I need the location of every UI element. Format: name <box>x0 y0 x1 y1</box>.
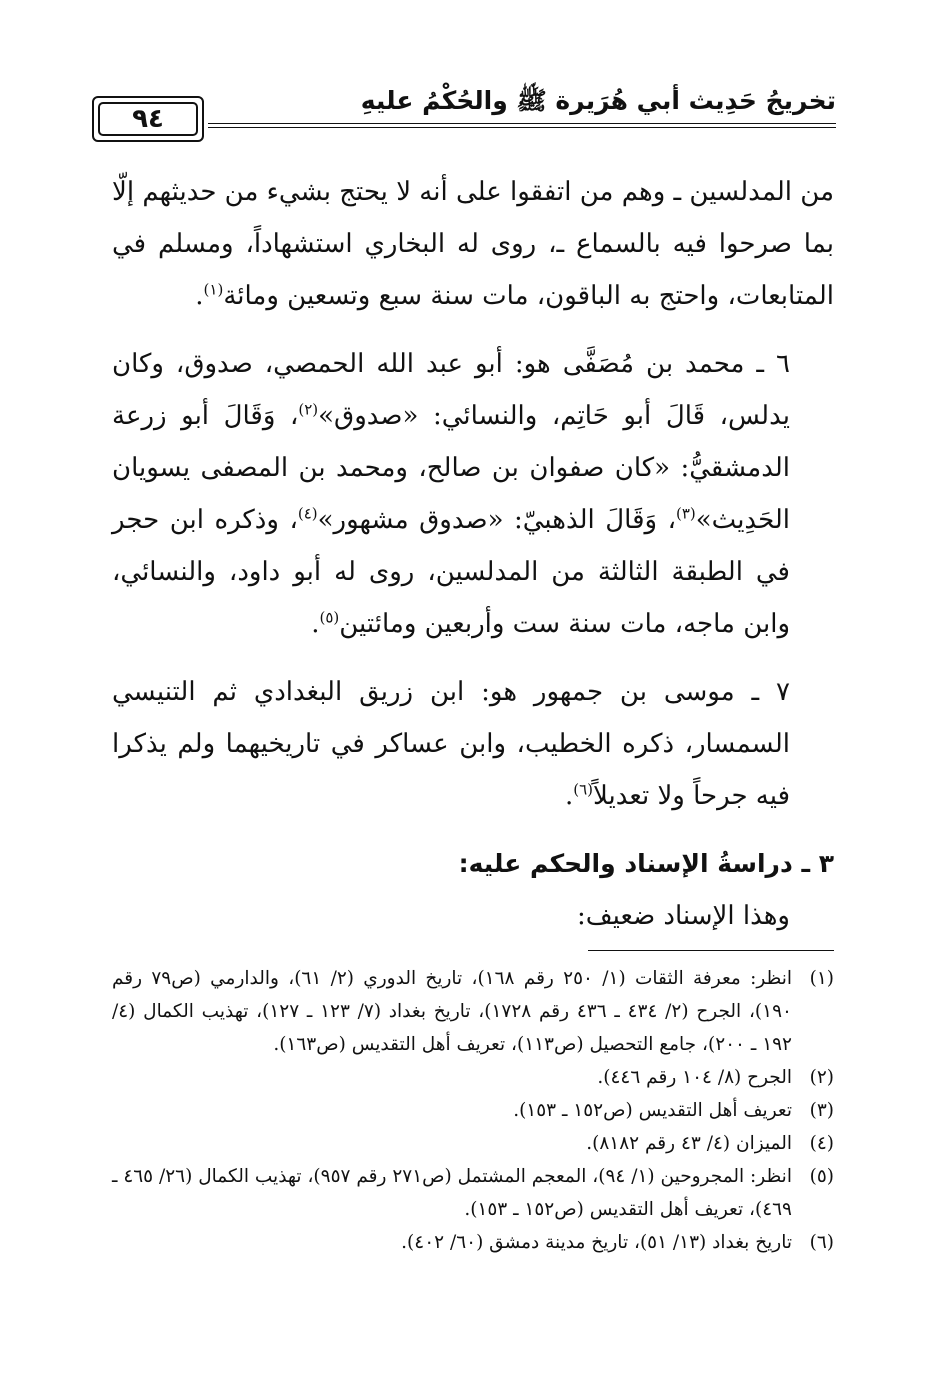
footnote-ref-6: (٦) <box>573 780 594 799</box>
footnote-ref-1: (١) <box>203 280 224 299</box>
footnote-number: (٦) <box>809 1232 834 1253</box>
footnote-number: (٣) <box>809 1100 834 1121</box>
page-number: ٩٤ <box>98 102 198 136</box>
paragraph-narrator-7: ٧ ـ موسى بن جمهور هو: ابن زريق البغدادي ثم التنيسي السمسار، ذكره الخطيب، وابن عساكر في تاريخيهما ولم يذكرا فيه جرحاً ولا تعديلاً$^{(٦)}$. <box>112 677 790 811</box>
footnote-ref-4: (٤) <box>297 504 318 523</box>
footnote-number: (١) <box>809 968 834 989</box>
footnote-number: (٤) <box>809 1133 834 1154</box>
footnote-text: الميزان (٤/ ٤٣ رقم ٨١٨٢). <box>586 1133 792 1154</box>
paragraph-1: من المدلسين ـ وهم من اتفقوا على أنه لا يحتج بشيء من حديثهم إلّا بما صرحوا فيه بالسماع ـ، روى له البخاري استشهاداً، ومسلم في المتابعات، واحتج به الباقون، مات سنة سبع وتسعين ومائة$^{(١)}$. <box>112 177 834 311</box>
book-title: تخريجُ حَدِيث أبي هُرَيرة ﷺ والحُكْمُ عليهِ <box>360 86 836 115</box>
footnote-ref-2: (٢) <box>298 400 319 419</box>
footnote-text: انظر: معرفة الثقات (١/ ٢٥٠ رقم ١٦٨)، تاريخ الدوري (٢/ ٦١)، والدارمي (ص٧٩ رقم ١٩٠)، الجرح (٢/ ٤٣٤ ـ ٤٣٦ رقم ١٧٢٨)، تاريخ بغداد (٧/ ١٢٣ ـ ١٢٧)، تهذيب الكمال (٤/ ١٩٢ ـ ٢٠٠)، جامع التحصيل (ص١١٣)، تعريف أهل التقديس (ص١٦٣). <box>112 968 792 1055</box>
page-number-frame <box>92 96 204 142</box>
running-header <box>92 86 836 146</box>
footnote-item <box>112 1061 834 1094</box>
footnote-item <box>112 1160 834 1226</box>
paragraph-narrator-6: ٦ ـ محمد بن مُصَفَّى هو: أبو عبد الله الحمصي، صدوق، وكان يدلس، قَالَ أبو حَاتِم، والنسائي: «صدوق»$^{(٢)}$، وَقَالَ أبو زرعة الدمشقيُّ: «كان صفوان بن صالح، ومحمد بن المصفى يسويان الحَدِيث»$^{(٣)}$، وَقَالَ الذهبيّ: «صدوق مشهور»$^{(٤)}$، وذكره ابن حجر في الطبقة الثالثة من المدلسين، روى له أبو داود، والنسائي، وابن ماجه، مات سنة ست وأربعين ومائتين$^{(٥)}$. <box>112 349 790 639</box>
section-text: وهذا الإسناد ضعيف: <box>577 901 790 931</box>
footnote-ref-3: (٣) <box>675 504 696 523</box>
footnotes <box>112 962 834 1259</box>
footnote-number: (٢) <box>809 1067 834 1088</box>
footnote-text: تعريف أهل التقديس (ص١٥٢ ـ ١٥٣). <box>513 1100 792 1121</box>
footnote-text: انظر: المجروحين (١/ ٩٤)، المعجم المشتمل (ص٢٧١ رقم ٩٥٧)، تهذيب الكمال (٢٦/ ٤٦٥ ـ ٤٦٩)، تعريف أهل التقديس (ص١٥٢ ـ ١٥٣). <box>112 1166 792 1220</box>
footnote-item <box>112 1127 834 1160</box>
footnote-number: (٥) <box>809 1166 834 1187</box>
main-text <box>112 166 834 942</box>
footnote-text: الجرح (٨/ ١٠٤ رقم ٤٤٦). <box>597 1067 792 1088</box>
footnote-text: تاريخ بغداد (١٣/ ٥١)، تاريخ مدينة دمشق (٦٠/ ٤٠٢). <box>401 1232 792 1253</box>
footnote-item <box>112 1226 834 1259</box>
footnote-item <box>112 1094 834 1127</box>
footnote-item <box>112 962 834 1061</box>
footnote-ref-5: (٥) <box>319 608 340 627</box>
section-heading: ٣ ـ دراسةُ الإسناد والحكم عليه: <box>458 849 834 878</box>
footnote-separator <box>588 950 834 951</box>
